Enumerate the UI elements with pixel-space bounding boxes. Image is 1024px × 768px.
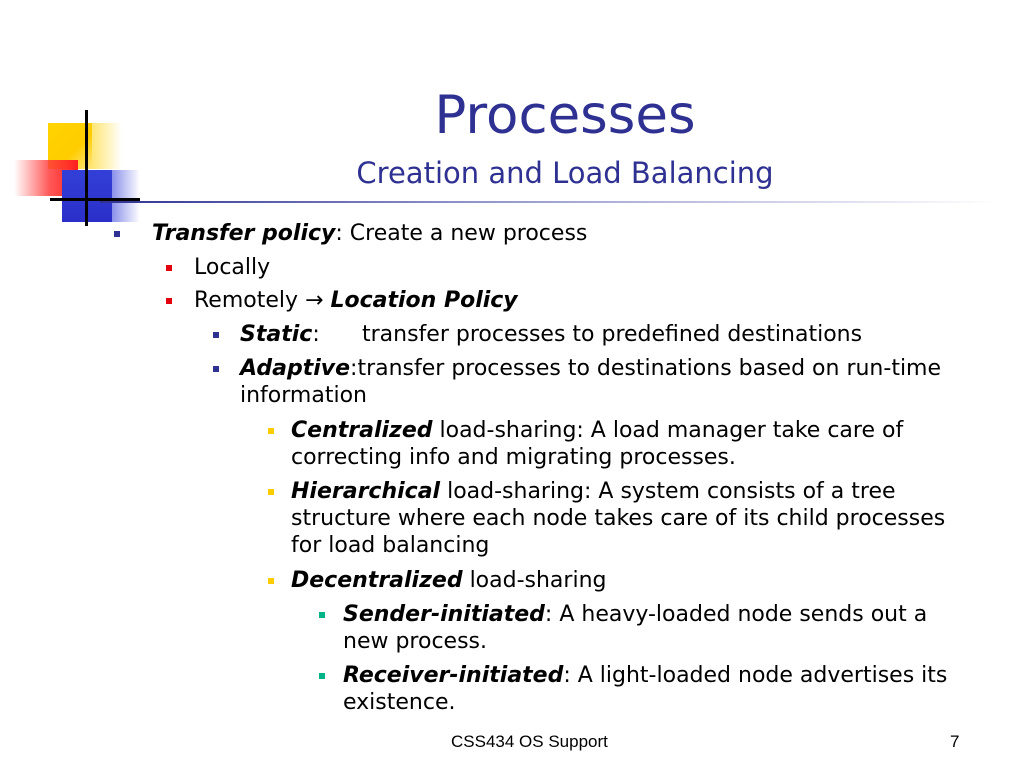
bullet-term: Transfer policy <box>152 221 336 246</box>
bullet-text: A heavy-loaded node sends out a <box>552 602 928 627</box>
bullet-marker <box>319 673 325 679</box>
logo-yellow-glow <box>92 123 122 169</box>
bullet-term: Centralized <box>291 418 433 443</box>
bullet-static <box>240 321 863 348</box>
bullet-marker <box>114 231 120 237</box>
bullet-text: load-sharing: A load manager take care of <box>432 418 904 443</box>
bullet-centralized <box>291 417 903 444</box>
footer-page-number: 7 <box>950 732 960 751</box>
bullet-receiver-initiated-cont: existence. <box>343 690 456 715</box>
bullet-sender-initiated <box>343 601 927 628</box>
bullet-transfer-policy <box>152 220 587 247</box>
bullet-locally <box>194 254 270 281</box>
bullet-text: Locally <box>194 255 271 280</box>
title-divider <box>100 201 1000 203</box>
bullet-adaptive-cont: information <box>240 383 367 408</box>
bullet-marker <box>268 489 274 495</box>
bullet-text: transfer processes to predefined destinations <box>362 322 863 347</box>
bullet-sep: : <box>544 602 553 627</box>
bullet-hierarchical <box>291 478 896 505</box>
bullet-sender-initiated-cont: new process. <box>343 629 487 654</box>
slide-subtitle: Creation and Load Balancing <box>356 156 774 190</box>
bullet-term: Decentralized <box>291 568 463 593</box>
bullet-centralized-cont: correcting info and migrating processes. <box>291 445 736 470</box>
bullet-remotely <box>194 287 518 314</box>
bullet-text: A light-loaded node advertises its <box>570 663 948 688</box>
bullet-term: Sender-initiated <box>343 602 545 627</box>
bullet-marker <box>166 265 172 271</box>
bullet-text: load-sharing: A system consists of a tree <box>440 479 896 504</box>
bullet-text: Remotely → <box>194 288 331 313</box>
bullet-term: Static <box>240 322 313 347</box>
bullet-receiver-initiated <box>343 662 947 689</box>
bullet-hierarchical-cont2: for load balancing <box>291 533 490 558</box>
bullet-term: Location Policy <box>330 288 518 313</box>
bullet-text: transfer processes to destinations based on run-time <box>357 356 942 381</box>
bullet-marker <box>268 578 274 584</box>
bullet-marker <box>268 428 274 434</box>
bullet-term: Adaptive <box>240 356 351 381</box>
bullet-term: Receiver-initiated <box>343 663 564 688</box>
bullet-marker <box>213 332 219 338</box>
bullet-decentralized <box>291 567 606 594</box>
bullet-marker <box>213 366 219 372</box>
bullet-sep: : <box>312 322 320 347</box>
bullet-text: Create a new process <box>342 221 588 246</box>
bullet-term: Hierarchical <box>291 479 441 504</box>
logo-vertical-line <box>85 110 88 226</box>
bullet-text: load-sharing <box>462 568 607 593</box>
bullet-adaptive <box>240 355 941 382</box>
decorative-logo <box>0 100 140 230</box>
bullet-marker <box>319 612 325 618</box>
bullet-sep: : <box>350 356 358 381</box>
bullet-sep: : <box>563 663 571 688</box>
slide-title: Processes <box>434 85 696 146</box>
logo-blue-glow <box>112 170 140 222</box>
bullet-hierarchical-cont: structure where each node takes care of its child processes <box>291 506 946 531</box>
footer-course: CSS434 OS Support <box>451 732 608 751</box>
bullet-marker <box>166 298 172 304</box>
bullet-sep: : <box>335 221 343 246</box>
